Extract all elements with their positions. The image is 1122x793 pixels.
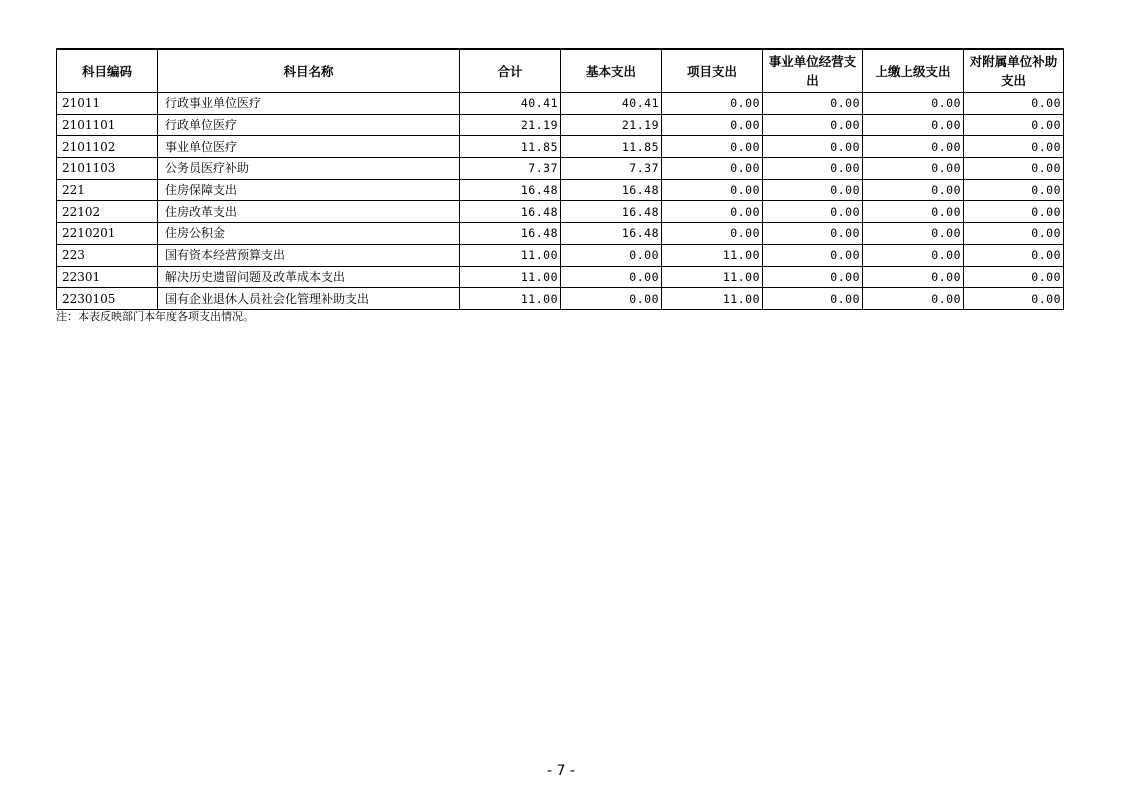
- header-account-code: 科目编码: [57, 49, 158, 93]
- header-subsidy-to-affiliates: 对附属单位补助支出: [964, 49, 1064, 93]
- cell-business-operation-expenditure: 0.00: [763, 288, 863, 310]
- table-row: [57, 223, 1064, 245]
- cell-business-operation-expenditure: 0.00: [763, 223, 863, 245]
- cell-total: 7.37: [460, 158, 561, 180]
- cell-payment-to-superior: 0.00: [863, 93, 964, 115]
- table-header: [57, 49, 1064, 93]
- cell-subsidy-to-affiliates: 0.00: [964, 93, 1064, 115]
- cell-total: 11.85: [460, 136, 561, 158]
- cell-business-operation-expenditure: 0.00: [763, 93, 863, 115]
- cell-payment-to-superior: 0.00: [863, 223, 964, 245]
- cell-total: 11.00: [460, 266, 561, 288]
- cell-subsidy-to-affiliates: 0.00: [964, 179, 1064, 201]
- cell-account-name: 住房保障支出: [158, 179, 460, 201]
- cell-payment-to-superior: 0.00: [863, 288, 964, 310]
- cell-account-code: 2230105: [57, 288, 158, 310]
- cell-account-name: 国有企业退休人员社会化管理补助支出: [158, 288, 460, 310]
- header-project-expenditure: 项目支出: [662, 49, 763, 93]
- cell-subsidy-to-affiliates: 0.00: [964, 158, 1064, 180]
- cell-business-operation-expenditure: 0.00: [763, 244, 863, 266]
- cell-payment-to-superior: 0.00: [863, 266, 964, 288]
- cell-project-expenditure: 0.00: [662, 201, 763, 223]
- table-row: [57, 201, 1064, 223]
- cell-project-expenditure: 0.00: [662, 223, 763, 245]
- cell-subsidy-to-affiliates: 0.00: [964, 114, 1064, 136]
- cell-account-name: 事业单位医疗: [158, 136, 460, 158]
- cell-total: 16.48: [460, 223, 561, 245]
- cell-payment-to-superior: 0.00: [863, 158, 964, 180]
- cell-basic-expenditure: 0.00: [561, 266, 662, 288]
- cell-business-operation-expenditure: 0.00: [763, 201, 863, 223]
- cell-payment-to-superior: 0.00: [863, 114, 964, 136]
- cell-account-name: 行政单位医疗: [158, 114, 460, 136]
- cell-account-code: 2101102: [57, 136, 158, 158]
- page-number: - 7 -: [547, 763, 575, 779]
- cell-total: 21.19: [460, 114, 561, 136]
- cell-total: 16.48: [460, 179, 561, 201]
- cell-total: 40.41: [460, 93, 561, 115]
- cell-account-code: 221: [57, 179, 158, 201]
- cell-basic-expenditure: 40.41: [561, 93, 662, 115]
- cell-subsidy-to-affiliates: 0.00: [964, 288, 1064, 310]
- table-row: [57, 288, 1064, 310]
- cell-business-operation-expenditure: 0.00: [763, 158, 863, 180]
- cell-total: 11.00: [460, 244, 561, 266]
- header-payment-to-superior: 上缴上级支出: [863, 49, 964, 93]
- cell-basic-expenditure: 16.48: [561, 223, 662, 245]
- cell-project-expenditure: 0.00: [662, 179, 763, 201]
- expenditure-table: [56, 48, 1064, 310]
- cell-basic-expenditure: 16.48: [561, 201, 662, 223]
- cell-subsidy-to-affiliates: 0.00: [964, 201, 1064, 223]
- cell-account-name: 住房公积金: [158, 223, 460, 245]
- cell-project-expenditure: 0.00: [662, 114, 763, 136]
- table-row: [57, 114, 1064, 136]
- cell-account-code: 2101101: [57, 114, 158, 136]
- cell-project-expenditure: 0.00: [662, 136, 763, 158]
- header-basic-expenditure: 基本支出: [561, 49, 662, 93]
- cell-account-name: 公务员医疗补助: [158, 158, 460, 180]
- table-row: [57, 93, 1064, 115]
- header-business-operation-expenditure: 事业单位经营支出: [763, 49, 863, 93]
- cell-subsidy-to-affiliates: 0.00: [964, 136, 1064, 158]
- cell-subsidy-to-affiliates: 0.00: [964, 223, 1064, 245]
- table-row: [57, 179, 1064, 201]
- table-row: [57, 244, 1064, 266]
- cell-basic-expenditure: 21.19: [561, 114, 662, 136]
- cell-payment-to-superior: 0.00: [863, 136, 964, 158]
- cell-basic-expenditure: 11.85: [561, 136, 662, 158]
- cell-account-name: 行政事业单位医疗: [158, 93, 460, 115]
- cell-payment-to-superior: 0.00: [863, 179, 964, 201]
- cell-project-expenditure: 11.00: [662, 288, 763, 310]
- cell-business-operation-expenditure: 0.00: [763, 136, 863, 158]
- cell-account-name: 国有资本经营预算支出: [158, 244, 460, 266]
- cell-basic-expenditure: 0.00: [561, 244, 662, 266]
- cell-business-operation-expenditure: 0.00: [763, 179, 863, 201]
- cell-subsidy-to-affiliates: 0.00: [964, 244, 1064, 266]
- cell-account-name: 住房改革支出: [158, 201, 460, 223]
- cell-total: 16.48: [460, 201, 561, 223]
- cell-account-code: 22102: [57, 201, 158, 223]
- cell-total: 11.00: [460, 288, 561, 310]
- cell-account-name: 解决历史遗留问题及改革成本支出: [158, 266, 460, 288]
- cell-basic-expenditure: 16.48: [561, 179, 662, 201]
- cell-account-code: 2101103: [57, 158, 158, 180]
- cell-account-code: 2210201: [57, 223, 158, 245]
- cell-payment-to-superior: 0.00: [863, 244, 964, 266]
- cell-project-expenditure: 0.00: [662, 158, 763, 180]
- cell-payment-to-superior: 0.00: [863, 201, 964, 223]
- header-total: 合计: [460, 49, 561, 93]
- table-row: [57, 266, 1064, 288]
- cell-subsidy-to-affiliates: 0.00: [964, 266, 1064, 288]
- header-account-name: 科目名称: [158, 49, 460, 93]
- cell-basic-expenditure: 7.37: [561, 158, 662, 180]
- cell-account-code: 223: [57, 244, 158, 266]
- cell-project-expenditure: 0.00: [662, 93, 763, 115]
- table-row: [57, 136, 1064, 158]
- cell-account-code: 21011: [57, 93, 158, 115]
- table-row: [57, 158, 1064, 180]
- table-note: 注：本表反映部门本年度各项支出情况。: [56, 310, 254, 323]
- table-body: [57, 93, 1064, 310]
- cell-project-expenditure: 11.00: [662, 244, 763, 266]
- cell-project-expenditure: 11.00: [662, 266, 763, 288]
- cell-business-operation-expenditure: 0.00: [763, 114, 863, 136]
- cell-basic-expenditure: 0.00: [561, 288, 662, 310]
- cell-account-code: 22301: [57, 266, 158, 288]
- cell-business-operation-expenditure: 0.00: [763, 266, 863, 288]
